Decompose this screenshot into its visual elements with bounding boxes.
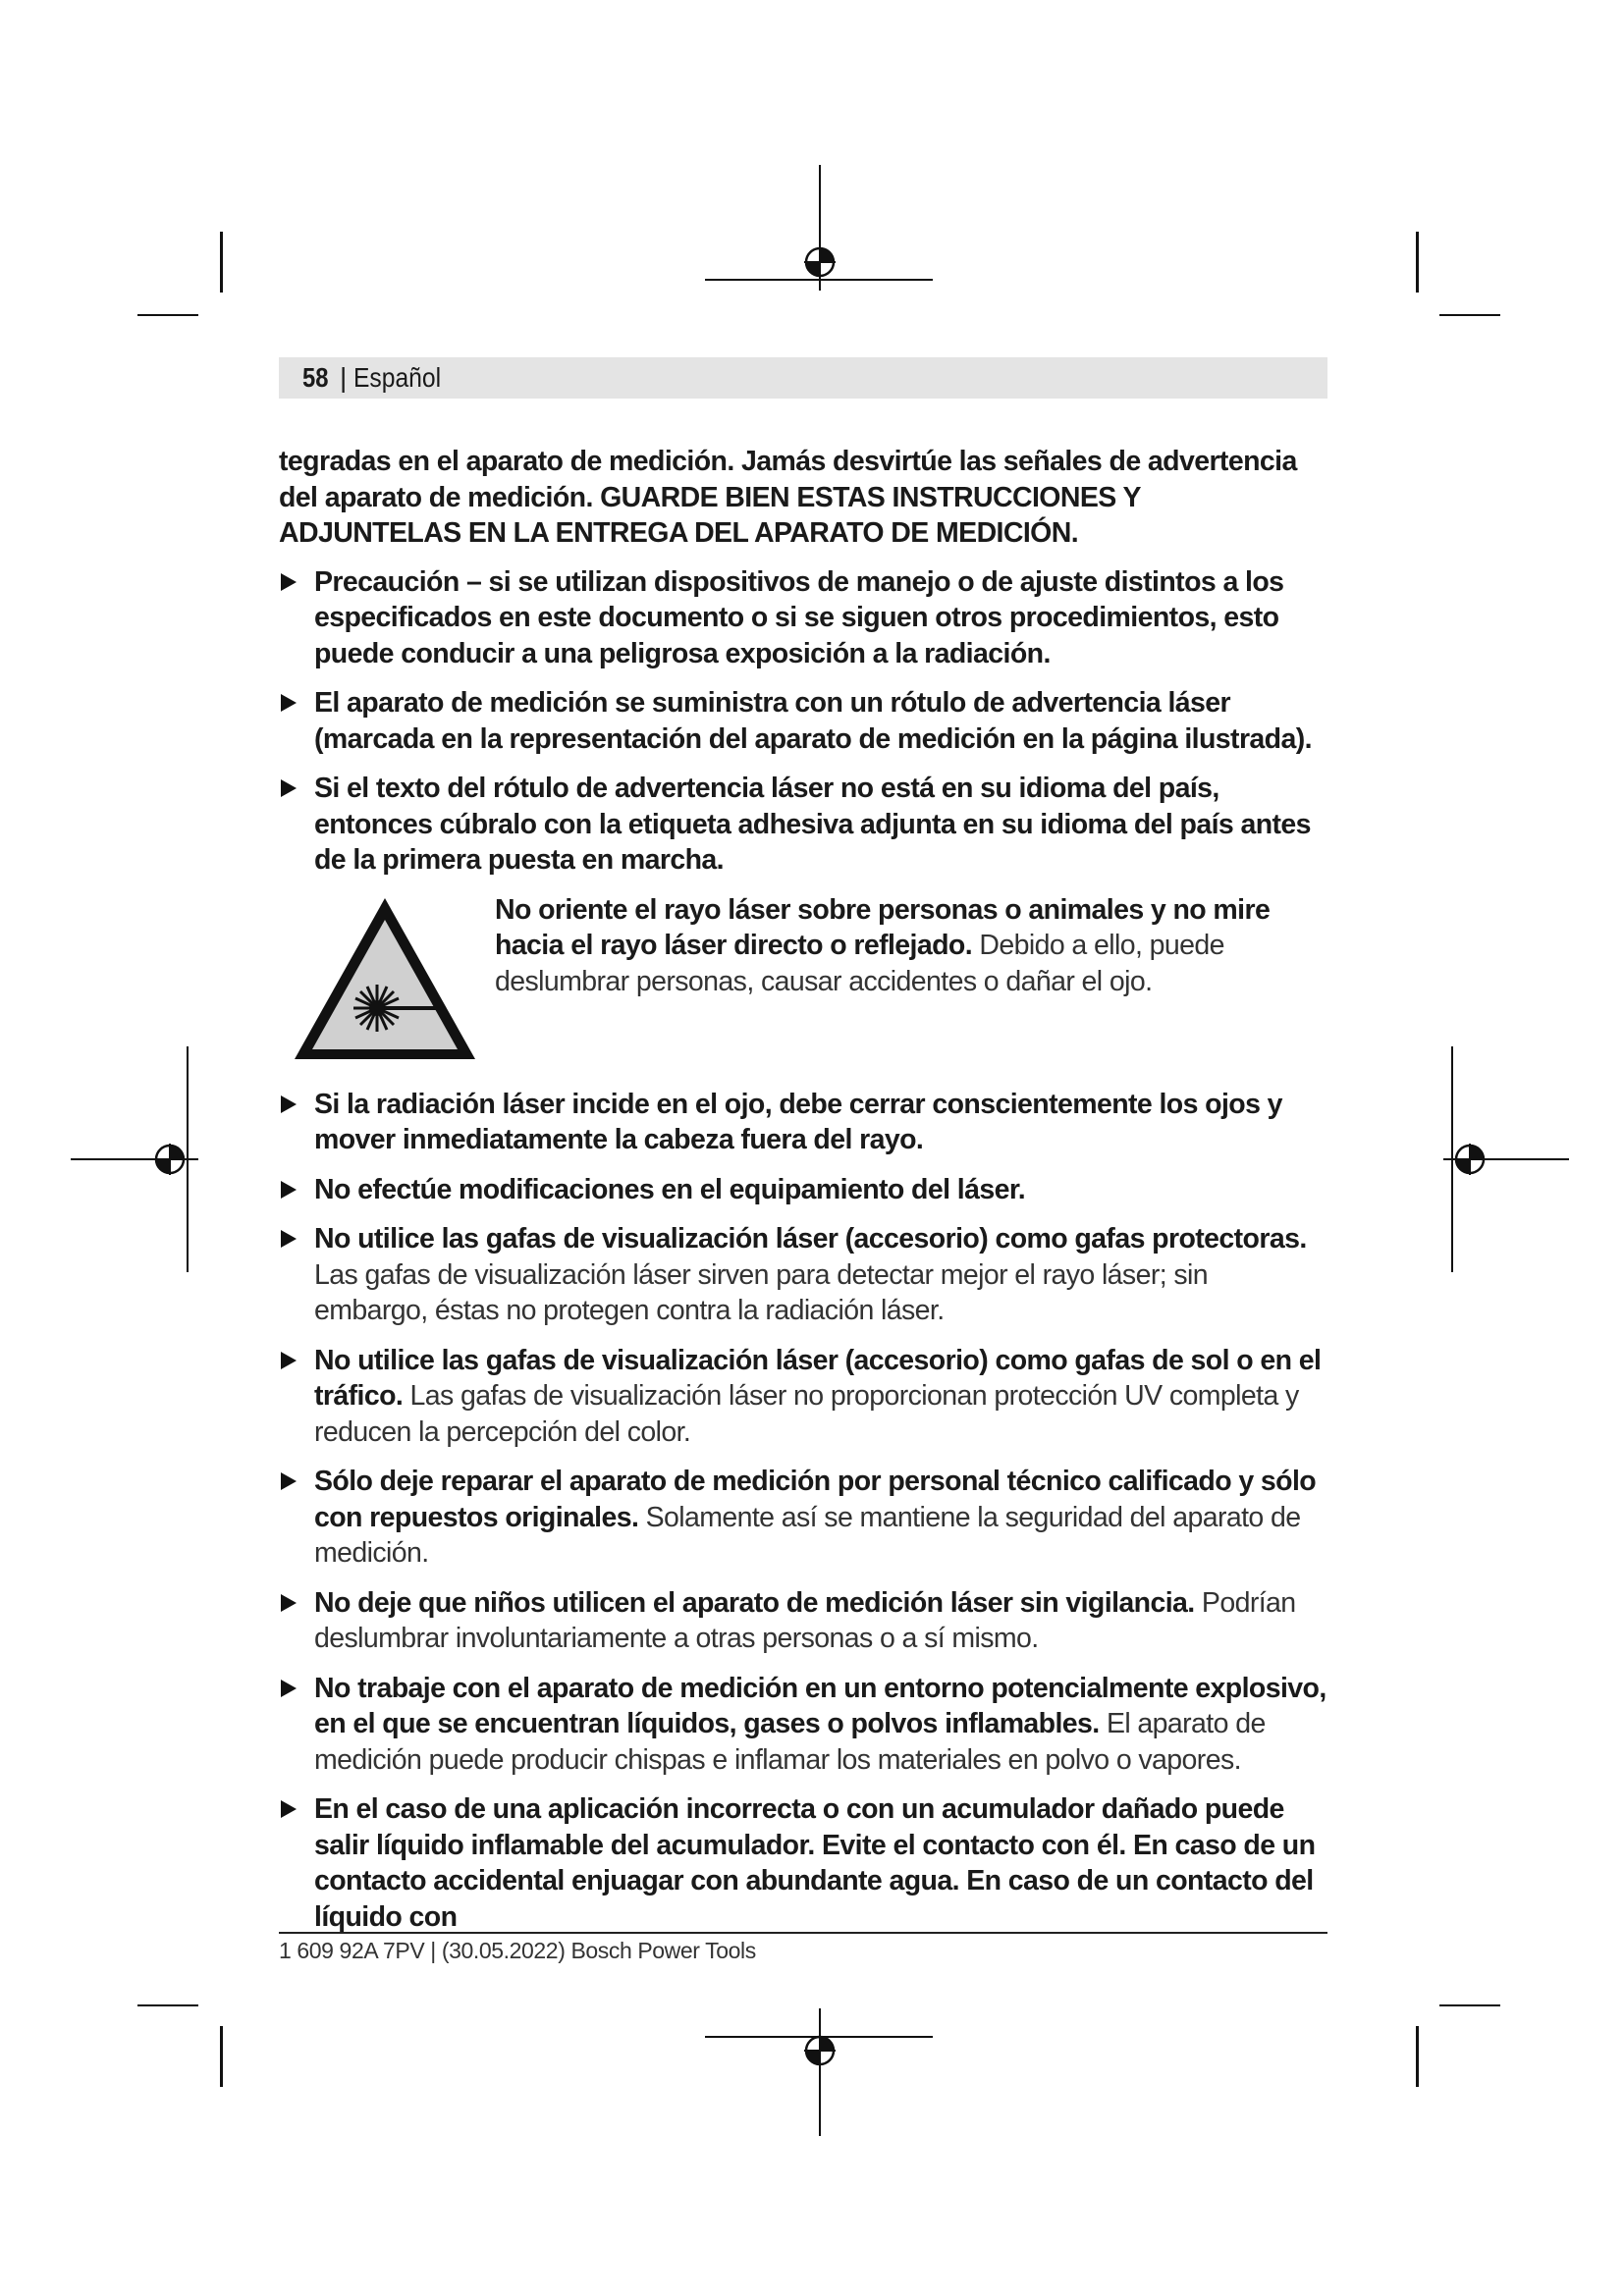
crop-mark [220, 2026, 223, 2087]
list-item-normal: Las gafas de visualización láser no proporcionan protección UV completa y reducen la percepción del color. [314, 1380, 1299, 1448]
header-language: Español [353, 362, 442, 393]
bullet-triangle-icon [281, 1800, 297, 1818]
crop-mark [1439, 314, 1500, 316]
laser-warning-triangle-icon [289, 892, 481, 1065]
bullet-triangle-icon [281, 573, 297, 591]
list-item [279, 685, 1327, 757]
list-item-bold: Precaución – si se utilizan dispositivos de manejo o de ajuste distintos a los especificados en este documento o si se siguen otros procedimientos, esto puede conducir a una peligrosa exposición a la radiación. [314, 565, 1284, 669]
registration-target-icon [153, 1143, 187, 1176]
list-item-bold: El aparato de medición se suministra con un rótulo de advertencia láser (marcada en la representación del aparato de medición en la página ilustrada). [314, 687, 1312, 755]
list-item-normal: Las gafas de visualización láser sirven para detectar mejor el rayo láser; sin embargo, éstas no protegen contra la radiación láser. [314, 1258, 1208, 1326]
list-item-normal: Podrían deslumbrar involuntariamente a otras personas o a sí mismo. [314, 1586, 1296, 1654]
crop-mark [137, 314, 198, 316]
list-item [279, 1343, 1327, 1451]
registration-line [705, 279, 933, 281]
list-item-bold: No utilice las gafas de visualización láser (accesorio) como gafas de sol o en el tráfico. [314, 1344, 1322, 1412]
header-separator: | [340, 362, 348, 393]
bullet-triangle-icon [281, 1095, 297, 1113]
bullet-triangle-icon [281, 1230, 297, 1248]
crop-mark [137, 2004, 198, 2006]
laser-warning-text [495, 892, 1320, 1000]
registration-target-icon [1453, 1143, 1487, 1176]
list-item-normal: Solamente así se mantiene la seguridad del aparato de medición. [314, 1501, 1301, 1569]
registration-target-icon [803, 245, 837, 279]
bullet-triangle-icon [281, 694, 297, 712]
list-item [279, 1585, 1327, 1657]
list-item-bold: Sólo deje reparar el aparato de medición por personal técnico calificado y sólo con repuestos originales. [314, 1466, 1317, 1533]
bullet-triangle-icon [281, 1181, 297, 1199]
bullet-triangle-icon [281, 1352, 297, 1369]
list-item [279, 1087, 1327, 1158]
list-item-bold: No deje que niños utilicen el aparato de medición láser sin vigilancia. [314, 1586, 1195, 1619]
list-item-bold: En el caso de una aplicación incorrecta o con un acumulador dañado puede salir líquido inflamable del acumulador. Evite el contacto con él. En caso de un contacto accidental enjuagar con abundante agua. En caso de un contacto del líquido con [314, 1793, 1316, 1933]
footer-rule [279, 1932, 1327, 1934]
page-number: 58 [302, 362, 329, 393]
list-item-bold: Si el texto del rótulo de advertencia láser no está en su idioma del país, entonces cúbralo con la etiqueta adhesiva adjunta en su idioma del país antes de la primera puesta en marcha. [314, 773, 1311, 876]
list-item [279, 1791, 1327, 1935]
list-item-normal: El aparato de medición puede producir chispas e inflamar los materiales en polvo o vapores. [314, 1708, 1266, 1776]
page-content [279, 444, 1327, 1949]
list-item-bold: Si la radiación láser incide en el ojo, debe cerrar conscientemente los ojos y mover inmediatamente la cabeza fuera del rayo. [314, 1088, 1282, 1155]
page-footer: 1 609 92A 7PV | (30.05.2022) Bosch Power Tools [279, 1938, 756, 1963]
registration-target-icon [803, 2034, 837, 2067]
crop-mark [1416, 232, 1419, 293]
list-item [279, 1221, 1327, 1329]
list-item-bold: No efectúe modificaciones en el equipamiento del láser. [314, 1173, 1026, 1205]
registration-line [819, 2008, 821, 2136]
list-item [279, 1464, 1327, 1572]
laser-warning [279, 892, 1327, 1069]
crop-mark [1439, 2004, 1500, 2006]
bullet-triangle-icon [281, 1472, 297, 1490]
list-item [279, 771, 1327, 879]
laser-warning-normal: Debido a ello, puede deslumbrar personas, causar accidentes o dañar el ojo. [495, 930, 1224, 997]
laser-warning-bold: No oriente el rayo láser sobre personas o animales y no mire hacia el rayo láser directo o reflejado. [495, 893, 1271, 961]
bullet-triangle-icon [281, 1594, 297, 1612]
list-item-bold: No utilice las gafas de visualización láser (accesorio) como gafas protectoras. [314, 1223, 1307, 1255]
bullet-triangle-icon [281, 1680, 297, 1697]
list-item-bold: No trabaje con el aparato de medición en un entorno potencialmente explosivo, en el que se encuentran líquidos, gases o polvos inflamables. [314, 1672, 1326, 1739]
crop-mark [1416, 2026, 1419, 2087]
list-item [279, 1671, 1327, 1779]
list-item [279, 564, 1327, 672]
list-item [279, 1172, 1327, 1208]
bullet-triangle-icon [281, 779, 297, 797]
crop-mark [220, 232, 223, 293]
intro-paragraph: tegradas en el aparato de medición. Jamás desvirtúe las señales de advertencia del aparato de medición. GUARDE BIEN ESTAS INSTRUCCIONES Y ADJUNTELAS EN LA ENTREGA DEL APARATO DE MEDICIÓN. [279, 446, 1297, 549]
page-header [279, 357, 1327, 399]
